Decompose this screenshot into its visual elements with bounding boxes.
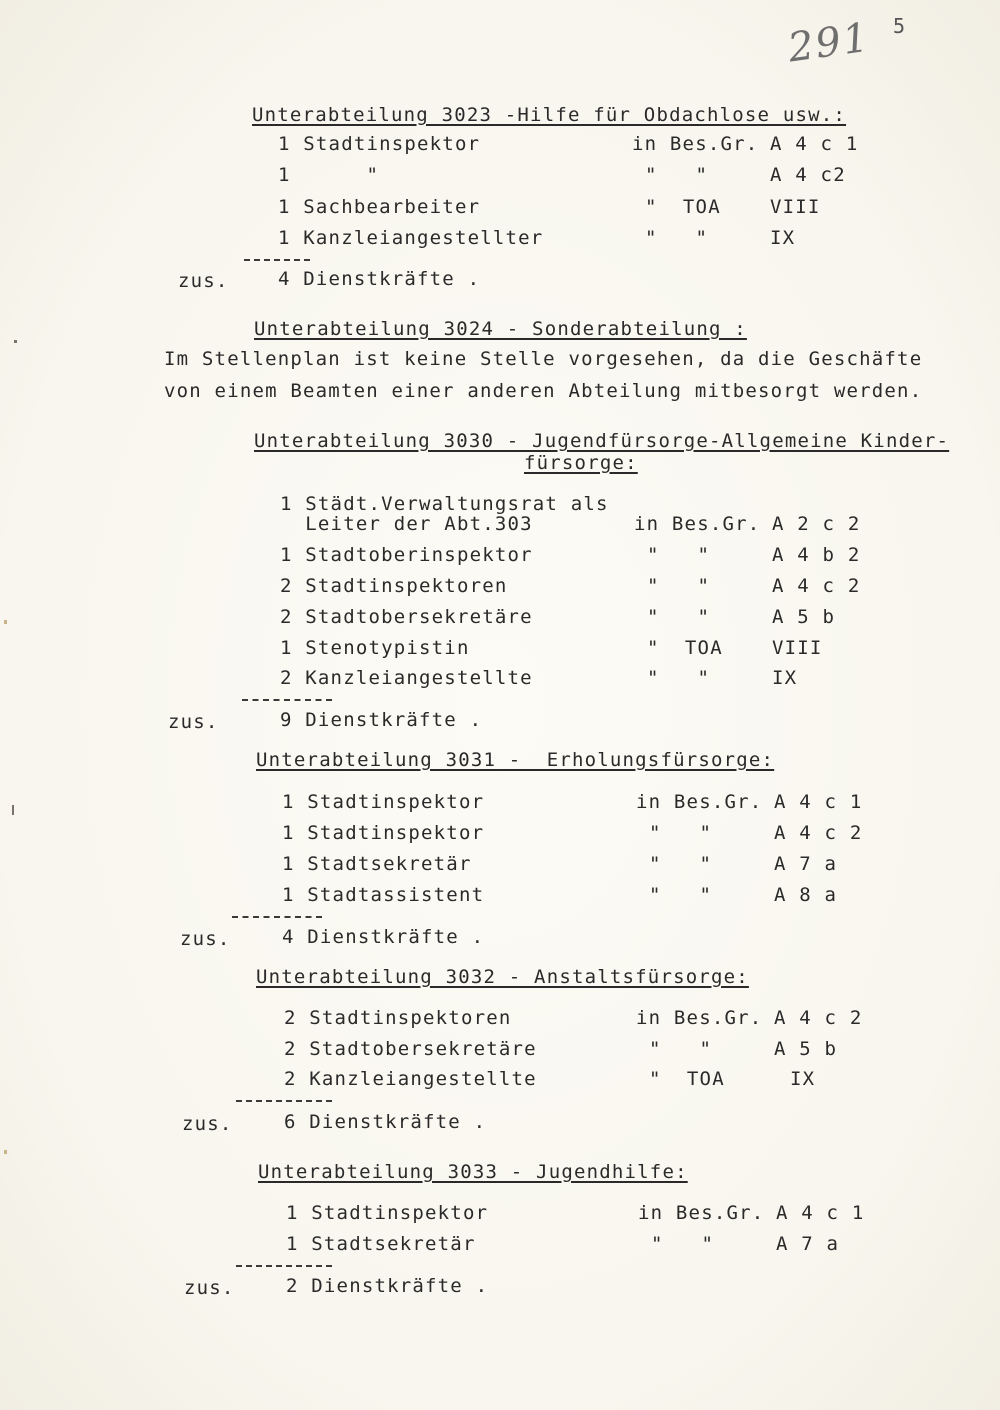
- row-3030-3-grade: A 4 c 2: [772, 575, 861, 597]
- row-3030-2-group: " ": [647, 544, 711, 566]
- row-3031-2-title: 1 Stadtinspektor: [282, 822, 485, 844]
- row-3023-1-group: in Bes.Gr.: [632, 133, 759, 155]
- row-3030-2-title: 1 Stadtoberinspektor: [280, 544, 533, 566]
- row-3023-1-grade: A 4 c 1: [770, 133, 859, 155]
- total-label-3030: zus.: [168, 711, 219, 733]
- row-3023-2-grade: A 4 c2: [770, 164, 846, 186]
- row-3030-4-grade: A 5 b: [772, 606, 836, 628]
- row-3030-3-title: 2 Stadtinspektoren: [280, 575, 508, 597]
- section-3032-heading: Unterabteilung 3032 - Anstaltsfürsorge:: [256, 966, 749, 988]
- row-3030-6-title: 2 Kanzleiangestellte: [280, 667, 533, 689]
- total-value-3032: 6 Dienstkräfte .: [284, 1111, 487, 1133]
- row-3023-3-grade: VIII: [770, 196, 821, 218]
- row-3032-3-group: " TOA: [649, 1068, 725, 1090]
- margin-mark: [4, 1150, 7, 1154]
- section-3024-text-line2: von einem Beamten einer anderen Abteilung mitbesorgt werden.: [164, 380, 923, 402]
- row-3031-4-group: " ": [649, 884, 713, 906]
- row-3023-2-title: 1 ": [278, 164, 380, 186]
- margin-mark: [14, 340, 17, 343]
- row-3030-4-title: 2 Stadtobersekretäre: [280, 606, 533, 628]
- section-3024-heading: Unterabteilung 3024 - Sonderabteilung :: [254, 318, 747, 340]
- row-3023-2-group: " ": [645, 164, 709, 186]
- total-divider: [244, 259, 310, 261]
- row-3032-1-grade: A 4 c 2: [774, 1007, 863, 1029]
- row-3033-1-group: in Bes.Gr.: [638, 1202, 765, 1224]
- row-3030-4-group: " ": [647, 606, 711, 628]
- row-3023-3-group: " TOA: [645, 196, 721, 218]
- row-3031-1-grade: A 4 c 1: [774, 791, 863, 813]
- total-value-3030: 9 Dienstkräfte .: [280, 709, 483, 731]
- row-3023-1-title: 1 Stadtinspektor: [278, 133, 481, 155]
- row-3030-6-grade: IX: [772, 667, 798, 689]
- row-3030-3-group: " ": [647, 575, 711, 597]
- row-3032-2-grade: A 5 b: [774, 1038, 838, 1060]
- row-3033-2-group: " ": [651, 1233, 715, 1255]
- total-value-3023: 4 Dienstkräfte .: [278, 268, 481, 290]
- row-3023-4-grade: IX: [770, 227, 796, 249]
- row-3030-5-grade: VIII: [772, 637, 823, 659]
- typed-page-number: 5: [893, 14, 906, 38]
- row-3032-1-group: in Bes.Gr.: [636, 1007, 763, 1029]
- total-label-3031: zus.: [180, 928, 231, 950]
- section-3031-heading: Unterabteilung 3031 - Erholungsfürsorge:: [256, 749, 775, 771]
- row-3031-1-group: in Bes.Gr.: [636, 791, 763, 813]
- row-3031-2-grade: A 4 c 2: [774, 822, 863, 844]
- row-3032-2-title: 2 Stadtobersekretäre: [284, 1038, 537, 1060]
- row-3033-1-grade: A 4 c 1: [776, 1202, 865, 1224]
- total-divider: [242, 699, 332, 701]
- row-3031-3-grade: A 7 a: [774, 853, 838, 875]
- margin-mark: [4, 620, 7, 624]
- section-3024-text-line1: Im Stellenplan ist keine Stelle vorgesehen, da die Geschäfte: [164, 348, 923, 370]
- row-3032-1-title: 2 Stadtinspektoren: [284, 1007, 512, 1029]
- handwritten-page-number: 291: [785, 14, 874, 72]
- total-divider: [236, 1100, 332, 1102]
- row-3030-5-group: " TOA: [647, 637, 723, 659]
- row-3023-3-title: 1 Sachbearbeiter: [278, 196, 481, 218]
- section-3033-heading: Unterabteilung 3033 - Jugendhilfe:: [258, 1161, 688, 1183]
- total-value-3033: 2 Dienstkräfte .: [286, 1275, 489, 1297]
- section-3030-heading-line1: Unterabteilung 3030 - Jugendfürsorge-Allgemeine Kinder-: [254, 430, 950, 452]
- row-3030-5-title: 1 Stenotypistin: [280, 637, 470, 659]
- row-3023-4-group: " ": [645, 227, 709, 249]
- margin-mark: [12, 805, 14, 815]
- row-3031-2-group: " ": [649, 822, 713, 844]
- row-3031-4-grade: A 8 a: [774, 884, 838, 906]
- row-3032-3-title: 2 Kanzleiangestellte: [284, 1068, 537, 1090]
- row-3031-3-title: 1 Stadtsekretär: [282, 853, 472, 875]
- section-3030-heading-line2: fürsorge:: [524, 452, 638, 474]
- row-3033-1-title: 1 Stadtinspektor: [286, 1202, 489, 1224]
- row-3033-2-grade: A 7 a: [776, 1233, 840, 1255]
- total-value-3031: 4 Dienstkräfte .: [282, 926, 485, 948]
- row-3032-2-group: " ": [649, 1038, 713, 1060]
- total-label-3032: zus.: [182, 1113, 233, 1135]
- row-3030-1-grade: A 2 c 2: [772, 513, 861, 535]
- row-3031-4-title: 1 Stadtassistent: [282, 884, 485, 906]
- row-3031-1-title: 1 Stadtinspektor: [282, 791, 485, 813]
- total-divider: [232, 916, 322, 918]
- row-3033-2-title: 1 Stadtsekretär: [286, 1233, 476, 1255]
- row-3032-3-grade: IX: [790, 1068, 816, 1090]
- row-3031-3-group: " ": [649, 853, 713, 875]
- row-3030-2-grade: A 4 b 2: [772, 544, 861, 566]
- row-3030-1-group: in Bes.Gr.: [634, 513, 761, 535]
- row-3030-1-title: Leiter der Abt.303: [280, 513, 533, 535]
- section-3023-heading: Unterabteilung 3023 -Hilfe für Obdachlose usw.:: [252, 104, 847, 126]
- total-label-3023: zus.: [178, 270, 229, 292]
- row-3023-4-title: 1 Kanzleiangestellter: [278, 227, 544, 249]
- total-label-3033: zus.: [184, 1277, 235, 1299]
- total-divider: [236, 1265, 332, 1267]
- row-3030-6-group: " ": [647, 667, 711, 689]
- row-3030-1-title-line1: 1 Städt.Verwaltungsrat als: [280, 493, 609, 515]
